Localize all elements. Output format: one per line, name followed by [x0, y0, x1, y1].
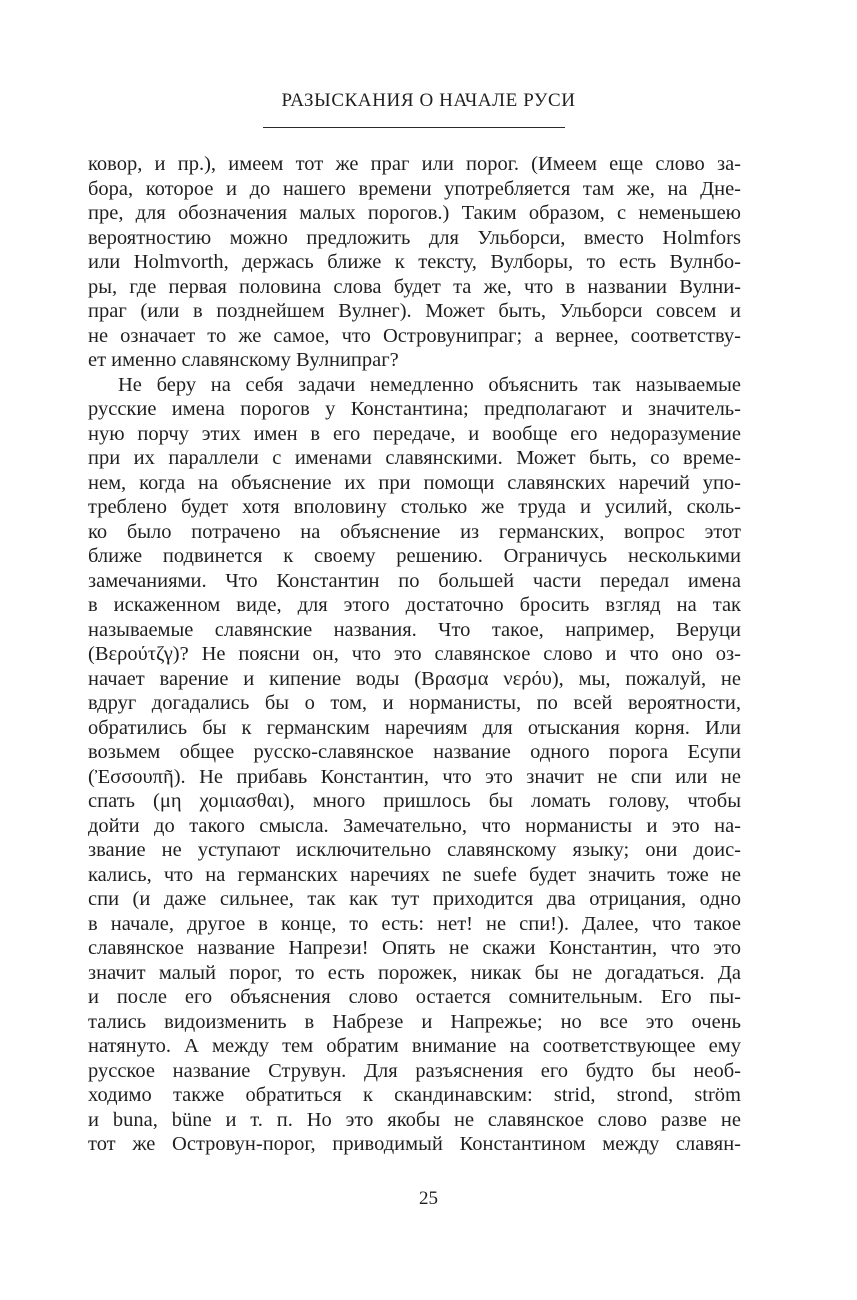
text-line: значит малый порог, то есть порожек, никак бы не догадаться. Да [88, 961, 741, 984]
text-line: дойти до такого смысла. Замечательно, что норманисты и это на- [88, 814, 741, 837]
text-line: в искаженном виде, для этого достаточно бросить взгляд на так [88, 594, 741, 616]
text-line: вероятностию можно предложить для Ульборси, вместо Holmfors [88, 226, 741, 249]
header-rule [263, 127, 565, 128]
text-line: называемые славянские названия. Что такое, например, Веруци [88, 618, 741, 641]
text-line: ходимо также обратиться к скандинавским: strid, strond, ström [88, 1084, 741, 1106]
text-line: (Ἐσσουπῆ). Не прибавь Константин, что это значит не спи или не [88, 765, 741, 788]
text-line: ковор, и пр.), имеем тот же праг или порог. (Имеем еще слово за- [88, 153, 741, 175]
text-line: тот же Островун-порог, приводимый Константином между славян- [88, 1133, 741, 1155]
text-line: или Holmvorth, держась ближе к тексту, Вулборы, то есть Вулнбо- [88, 251, 741, 273]
text-line: треблено будет хотя вполовину столько же труда и усилий, сколь- [88, 496, 741, 518]
text-line: ко было потрачено на объяснение из германских, вопрос этот [88, 520, 741, 543]
text-line: спи (и даже сильнее, так как тут приходится два отрицания, одно [88, 888, 741, 910]
text-line: замечаниями. Что Константин по большей части передал имена [88, 569, 741, 592]
text-line: обратились бы к германским наречиям для отыскания корня. Или [88, 716, 741, 739]
text-line: в начале, другое в конце, то есть: нет! не спи!). Далее, что такое [88, 912, 741, 935]
page-number: 25 [419, 1188, 438, 1209]
text-line: ет именно славянскому Вулнипраг? [88, 349, 399, 371]
text-line: и после его объяснения слово остается сомнительным. Его пы- [88, 986, 741, 1008]
text-line: при их параллели с именами славянскими. Может быть, со време- [88, 447, 741, 469]
paragraph-2 [88, 373, 741, 1157]
text-line: возьмем общее русско-славянское название одного порога Есупи [88, 741, 741, 763]
text-line: русское название Струвун. Для разъяснения его будто бы необ- [88, 1059, 741, 1082]
text-line: не означает то же самое, что Островунипраг; а вернее, соответству- [88, 324, 741, 347]
text-line: праг (или в позднейшем Вулнег). Может быть, Ульборси совсем и [88, 300, 741, 322]
text-line: кались, что на германских наречиях ne suefe будет значить тоже не [88, 863, 741, 886]
text-line: ры, где первая половина слова будет та же, что в названии Вулни- [88, 275, 741, 298]
text-line: натянуто. А между тем обратим внимание на соответствующее ему [88, 1035, 741, 1057]
text-line: спать (μη χομιασθαι), много пришлось бы ломать голову, чтобы [88, 790, 741, 812]
text-line: бора, которое и до нашего времени употребляется там же, на Дне- [88, 177, 741, 200]
text-line: славянское название Напрези! Опять не скажи Константин, что это [88, 937, 741, 959]
paragraph-1 [88, 152, 741, 373]
text-line: нем, когда на объяснение их при помощи славянских наречий упо- [88, 471, 741, 494]
text-line: и buna, büne и т. п. Но это якобы не славянское слово разве не [88, 1108, 741, 1131]
text-line: ближе подвинется к своему решению. Ограничусь несколькими [88, 545, 741, 567]
text-line: пре, для обозначения малых порогов.) Таким образом, с неменьшею [88, 202, 741, 224]
text-line: Не беру на себя задачи немедленно объяснить так называемые [118, 373, 741, 396]
text-line: звание не уступают исключительно славянскому языку; они доис- [88, 839, 741, 861]
text-line: русские имена порогов у Константина; предполагают и значитель- [88, 398, 741, 420]
text-line: (Βερούτζγ)? Не поясни он, что это славянское слово и что оно оз- [88, 643, 741, 665]
body-text [88, 152, 741, 1157]
running-head: РАЗЫСКАНИЯ О НАЧАЛЕ РУСИ [281, 90, 576, 111]
text-line: вдруг догадались бы о том, и норманисты, по всей вероятности, [88, 692, 741, 714]
text-line: тались видоизменить в Набрезе и Напрежье; но все это очень [88, 1010, 741, 1033]
text-line: начает варение и кипение воды (Βρασμα νερόυ), мы, пожалуй, не [88, 667, 741, 690]
text-line: ную порчу этих имен в его передаче, и вообще его недоразумение [88, 422, 741, 445]
